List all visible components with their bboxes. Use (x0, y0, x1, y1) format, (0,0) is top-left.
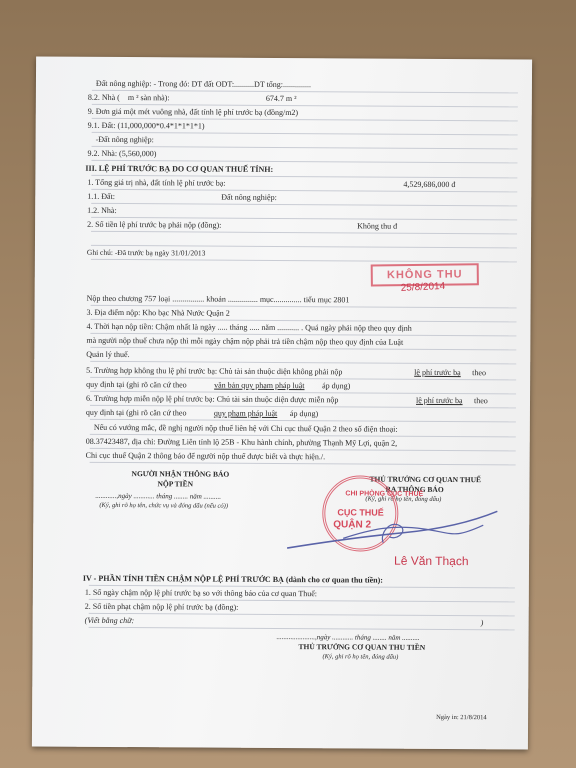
total-value-amount: 4,529,686,000 đ (403, 179, 456, 190)
line-contact-3 (85, 450, 516, 466)
house-label: 1.2. Nhà: (87, 205, 117, 215)
sig-left-subtitle: NỘP TIỀN (157, 479, 194, 489)
tax-notice-page (32, 56, 532, 749)
section-3-title: III. LỆ PHÍ TRƯỚC BẠ DO CƠ QUAN THUẾ TÍNH: (85, 163, 274, 174)
no-fee-apply: áp dụng) (322, 381, 351, 391)
line-no-fee-2 (86, 379, 516, 395)
in-words-close: ) (480, 618, 484, 628)
section-4-title: IV - PHẦN TÍNH TIỀN CHẬM NỘP LỆ PHÍ TRƯỚC BẠ (dành cho cơ quan thu tiền): (82, 573, 383, 585)
sig-left-date: ............,ngày ............ tháng ........ năm .......... (95, 491, 222, 501)
house-price-text: 9.2. Nhà: (5,560,000) (87, 148, 157, 159)
khong-thu-stamp: KHÔNG THU (371, 263, 479, 286)
no-fee-underlined: lệ phí trước bạ (414, 367, 461, 378)
line-blank-1 (91, 234, 517, 249)
sig-left-note: (Ký, ghi rõ họ tên, chức vụ và đóng dấu (nếu có)) (99, 501, 229, 510)
land-area-text: Đất nông nghiệp: - Trong đó: DT đất ODT:..........DT tổng:.............. (95, 78, 312, 90)
contact-text-1: Nếu có vướng mắc, đề nghị người nộp thuế liên hệ với Chi cục thuế Quận 2 theo số điện thoại: (93, 422, 398, 434)
line-land-price (87, 120, 518, 136)
line-land (87, 191, 517, 207)
exempt-basis: quy định tại (ghi rõ căn cứ theo (85, 407, 187, 418)
line-land-area (92, 79, 518, 94)
line-no-fee-1 (86, 365, 516, 381)
line-deadline-2 (86, 335, 516, 351)
line-unit-price (87, 106, 518, 122)
line-agri-land (92, 135, 518, 150)
contact-text-2: 08.37423487, địa chỉ: Đường Liên tỉnh lộ 25B - Khu hành chính, phường Thạnh Mỹ Lợi, quận 2, (85, 436, 398, 448)
seal-text-2: CỤC THUẾ (337, 507, 384, 518)
no-fee-theo: theo (472, 368, 486, 378)
sig-bottom-date: ......................,ngày ............ tháng ........ năm .......... (276, 632, 420, 642)
note-text: Ghi chú: -Đã trước bạ ngày 31/01/2013 (86, 247, 206, 258)
fee-amount-label: 2. Số tiền lệ phí trước bạ phải nộp (đồng): (87, 219, 222, 230)
exempt-apply: áp dụng) (289, 409, 319, 419)
house-area-value: 674.7 m ² (265, 93, 297, 104)
signer-name: Lê Văn Thạch (393, 553, 469, 569)
line-fee-amount (87, 219, 517, 235)
house-area-unit: m ² sàn nhà): (127, 93, 170, 103)
sig-right-title: THỦ TRƯỞNG CƠ QUAN THUẾ (369, 474, 482, 485)
exempt-legal-doc: quy phạm pháp luật (213, 408, 278, 418)
line-deadline-3 (86, 349, 516, 365)
line-house (87, 205, 517, 221)
line-place (86, 307, 517, 323)
house-area-label: 8.2. Nhà ( (87, 92, 120, 103)
seal-text-3: QUẬN 2 (333, 519, 372, 531)
sig-right-note: (Ký, ghi rõ họ tên, đóng dấu) (365, 495, 442, 503)
deadline-text-3: Quản lý thuế. (86, 349, 130, 360)
line-late-days (84, 587, 515, 603)
line-house-area (87, 92, 518, 108)
unit-price-label: 9. Đơn giá một mét vuông nhà, đất tính lệ phí trước bạ (đồng/m2) (87, 106, 299, 118)
payment-place: 3. Địa điểm nộp: Kho bạc Nhà Nước Quận 2 (86, 307, 230, 318)
land-label: 1.1. Đất: (87, 191, 116, 201)
chapter-text: Nộp theo chương 757 loại ................ khoản ............... mục.............. tiểu mục 2801 (86, 293, 350, 305)
late-days-label: 1. Số ngày chậm nộp lệ phí trước bạ so với thông báo của cơ quan Thuế: (84, 587, 318, 599)
line-house-price (87, 148, 517, 164)
line-note (86, 247, 517, 263)
line-deadline-1 (86, 321, 516, 337)
exempt-text: 6. Trường hợp miễn nộp lệ phí trước bạ: Chủ tài sản thuộc diện được miễn nộp (85, 393, 339, 405)
deadline-text-2: mà người nộp thuế chưa nộp thì mỗi ngày chậm nộp phải trả tiền chậm nộp theo quy định của Luật (86, 335, 404, 347)
deadline-text-1: 4. Thời hạn nộp tiền: Chậm nhất là ngày ..... tháng ..... năm ........... . Quá ngày phải nộp theo quy định (86, 321, 412, 333)
line-exempt-1 (85, 393, 516, 409)
late-fine-label: 2. Số tiền phạt chậm nộp lệ phí trước bạ (đồng): (84, 601, 239, 612)
exempt-theo: theo (473, 396, 488, 406)
agri-land-label-2: Đất nông nghiệp: (221, 192, 277, 202)
contact-text-3: Chi cục thuế Quận 2 thông báo để người nộp thuế được biết và thực hiện./. (85, 450, 326, 462)
line-exempt-2 (85, 407, 516, 423)
sig-right-subtitle: RA THÔNG BÁO (385, 484, 444, 494)
section-3-heading (85, 163, 517, 179)
sig-left-title: NGƯỜI NHẬN THÔNG BÁO (131, 469, 230, 479)
handwritten-date: 25/8/2014 (400, 280, 446, 294)
no-fee-basis: quy định tại (ghi rõ căn cứ theo (86, 379, 187, 390)
agri-land-label: -Đất nông nghiệp: (95, 134, 154, 145)
no-fee-text: 5. Trường hợp không thu lệ phí trước bạ: Chủ tài sản thuộc diện không phải nộp (86, 365, 343, 377)
signature-scribble (283, 498, 503, 559)
line-late-fine (84, 601, 515, 617)
line-chapter (86, 293, 517, 309)
in-words-label: (Viết bằng chữ: (84, 615, 135, 626)
exempt-underlined: lệ phí trước bạ (415, 395, 463, 406)
sig-bottom-title: THỦ TRƯỞNG CƠ QUAN THU TIỀN (298, 642, 426, 652)
line-total-value (87, 177, 517, 193)
sig-bottom-note: (Ký, ghi rõ họ tên, đóng dấu) (322, 653, 399, 661)
print-date: Ngày in: 21/8/2014 (436, 713, 487, 722)
no-fee-legal-doc: văn bản quy phạm pháp luật (214, 380, 305, 391)
land-price-text: 9.1. Đất: (11,000,000*0.4*1*1*1*1) (87, 120, 205, 131)
line-in-words (84, 615, 515, 631)
fee-amount-value: Không thu đ (357, 221, 398, 231)
total-value-label: 1. Tổng giá trị nhà, đất tính lệ phí trước bạ: (87, 177, 226, 188)
line-contact-2 (85, 436, 516, 452)
seal-text-1: CHI PHÒNG CỤC THUẾ (345, 490, 424, 498)
line-contact-1 (90, 423, 516, 438)
section-4-heading (82, 573, 515, 589)
